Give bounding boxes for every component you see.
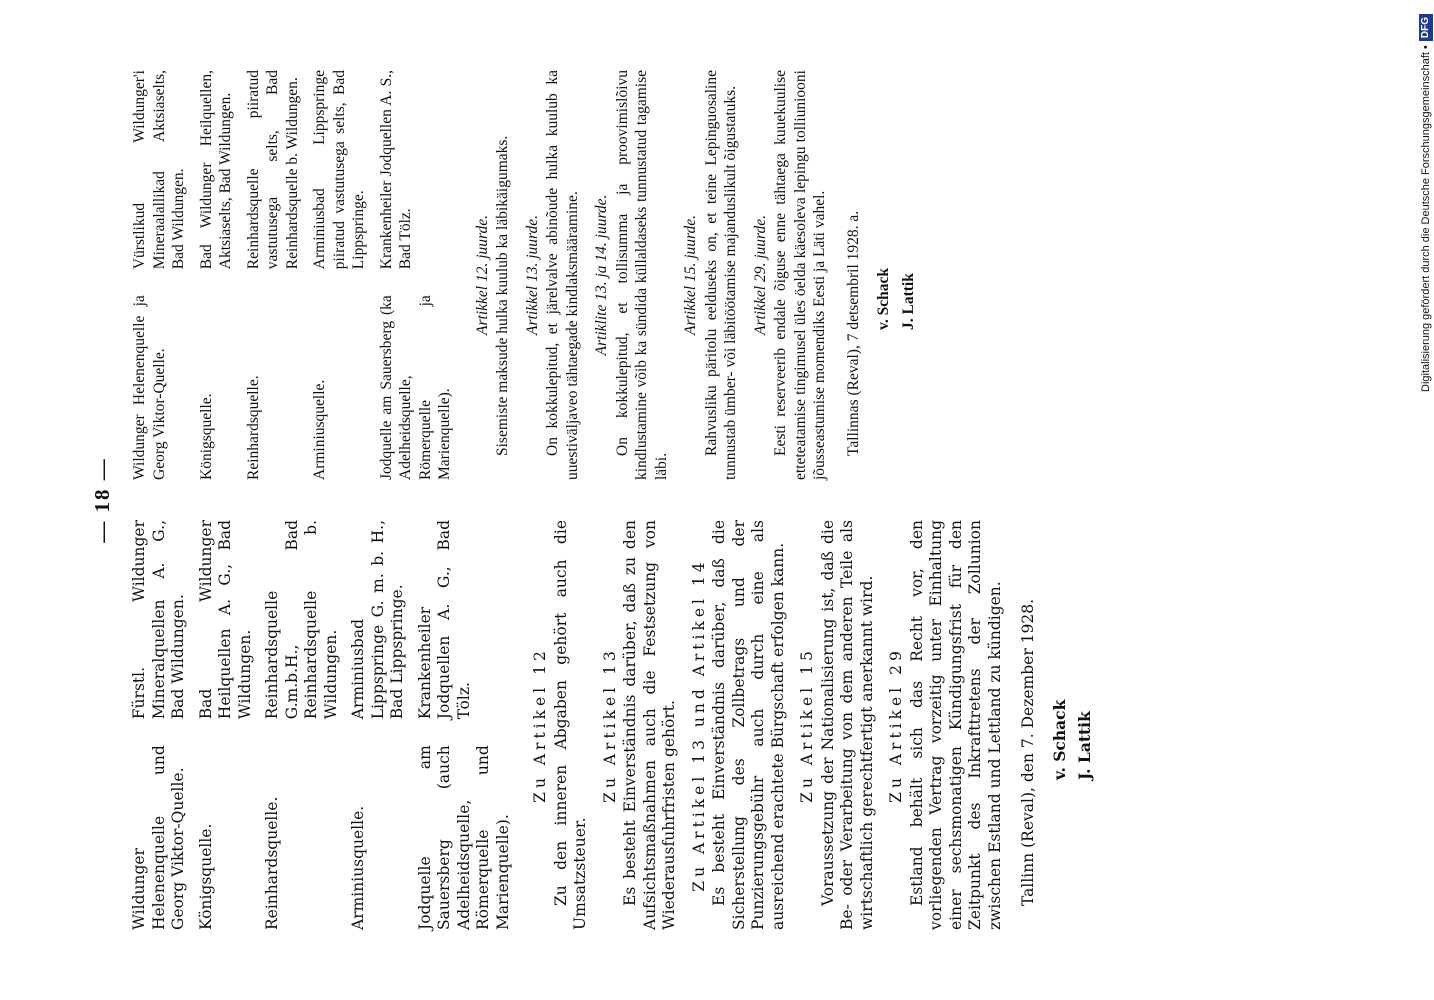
article-text: On kokkulepitud, et järelvalve abinõude hulka kuulub ka uuestiväljaveo tähtaegade kindlaksmääramine. <box>544 70 581 480</box>
german-article-13-14 <box>690 520 789 930</box>
article-heading: Artikkel 15. juurde. <box>682 215 699 335</box>
source-owner: Vürstlikud Wildunger'i Mineraalallikad Aktsiaselts, Bad Wildungen. <box>131 70 187 270</box>
german-article-15 <box>798 520 877 930</box>
estonian-article-13 <box>523 70 583 480</box>
table-row <box>310 70 377 480</box>
table-row <box>197 70 244 480</box>
article-text: Rahvusliku päritolu eelduseks on, et teine Lepinguosaline tunnustab ümber- või läbitöötamise majanduslikult õigustatuks. <box>702 70 739 480</box>
table-row <box>197 520 264 930</box>
table-row <box>263 520 349 930</box>
source-owner: Reinhardsquelle G.m.b.H., Bad Reinhardsquelle b. Wildungen. <box>263 520 340 720</box>
source-owner: Fürstl. Wildunger Mineralquellen A. G., Bad Wildungen. <box>130 520 187 720</box>
signature: J. Lattik <box>1074 711 1094 780</box>
signature: v. Schack <box>875 267 892 330</box>
signature: v. Schack <box>1049 699 1069 780</box>
source-name: Reinhardsquelle. <box>263 796 281 930</box>
source-name: Jodquelle am Sauersberg (auch Adelheidsquelle, Römerquelle und Marienquelle). <box>415 745 512 930</box>
source-owner: Arminiusbad Lippspringe G. m. b. H., Bad Lippspringe. <box>349 520 406 720</box>
article-heading: Zu Artikel 15 <box>798 647 816 803</box>
article-text: Sisemiste maksude hulka kuulub ka läbikäigumaks. <box>494 135 511 456</box>
source-name: Arminiusquelle. <box>349 805 367 930</box>
place-date: Tallinnas (Reval), 7 detsembril 1928. a. <box>844 210 862 456</box>
source-name: Reinhardsquelle. <box>244 375 262 480</box>
table-row <box>244 70 311 480</box>
page-number: — 18 — <box>90 457 114 543</box>
article-heading: Artikkel 13. juurde. <box>523 215 541 335</box>
article-text: Es besteht Einverständnis darüber, daß die Sicherstellung des Zollbetrags und der Punzierungsgebühr auch durch eine als ausreichend erachtete Bürgschaft erfolgen kann. <box>710 520 787 930</box>
source-owner: Krankenheiler Jodquellen A. S., Bad Tölz. <box>377 70 414 270</box>
article-heading: Zu Artikel 13 und Artikel 14 <box>689 558 708 892</box>
estonian-article-13-14 <box>592 70 671 480</box>
german-article-13 <box>601 520 680 930</box>
article-heading: Zu Artikel 29 <box>887 647 905 803</box>
signatures <box>1047 520 1097 780</box>
article-text: Es besteht Einverständnis darüber, daß zu den Aufsichtsmaßnahmen auch die Festsetzung von Wiederausfuhrfristen gehört. <box>621 520 678 930</box>
article-text: Voraussetzung der Nationalisierung ist, daß die Be- oder Verarbeitung von dem anderen Teile als wirtschaftlich gerechtfertigt anerkannt wird. <box>818 520 876 930</box>
source-owner: Bad Wildunger Heilquellen, Aktsiaselts, Bad Wildungen. <box>197 70 234 270</box>
estonian-article-29 <box>751 70 830 480</box>
article-heading: Artiklite 13. ja 14. juurde. <box>593 194 610 356</box>
estonian-article-15 <box>681 70 741 480</box>
article-heading: Artikkel 29. juurde. <box>751 215 769 335</box>
place-date: Tallinn (Reval), den 7. Dezember 1928. <box>1019 598 1037 906</box>
source-name: Jodquelle am Sauersberg (ka Adelheidsquelle, Römerquelle ja Marienquelle). <box>377 295 453 480</box>
table-row <box>416 520 522 930</box>
source-owner: Reinhardsquelle piiratud vastutusega selts, Bad Reinhardsquelle b. Wildungen. <box>244 70 301 270</box>
article-text: Estland behält sich das Recht vor, den vorliegenden Vertrag vorzeitig unter Einhaltung einer sechsmonatigen Kündigungsfrist für den Zeitpunkt des Inkrafttretens der Zollunion zwischen Estland und Lettland zu kündigen. <box>907 520 1004 930</box>
table-row <box>377 70 463 480</box>
article-text: Eesti reserveerib endale õiguse enne tähtaega kuuekuulise etteteatamise tingimusel üles öelda käesoleva lepingu tolliunioonі jõusseastumise momendiks Eesti ja Läti vahel. <box>772 70 828 480</box>
table-row <box>130 520 197 930</box>
digitization-text: Digitalisierung gefördert durch die Deutsche Forschungsgemeinschaft • <box>1420 45 1432 392</box>
source-name: Wildunger Helenenquelle und Georg Viktor-Quelle. <box>130 745 187 930</box>
german-article-12 <box>531 520 591 930</box>
source-name: Königsquelle. <box>196 823 215 930</box>
source-owner: Krankenheiler Jodquellen A. G., Bad Tölz. <box>415 520 473 720</box>
digitization-note <box>1418 12 1434 392</box>
source-name: Arminiusquelle. <box>311 379 328 480</box>
source-owner: Arminiusbad Lippspringe piiratud vastutusega selts, Bad Lippspringe. <box>311 70 367 270</box>
dfg-logo: DFG <box>1419 14 1433 41</box>
estonian-sources-table <box>130 70 463 480</box>
signature: J. Lattik <box>900 273 917 330</box>
estonian-article-12 <box>473 70 513 480</box>
estonian-column <box>130 70 921 480</box>
source-name: Wildunger Helenenquelle ja Georg Viktor-Quelle. <box>131 295 168 480</box>
table-row <box>349 520 416 930</box>
source-name: Königsquelle. <box>197 393 215 480</box>
source-owner: Bad Wildunger Heilquellen A. G., Bad Wildungen. <box>196 520 254 720</box>
article-heading: Zu Artikel 12 <box>531 647 549 803</box>
german-sources-table <box>130 520 521 930</box>
article-heading: Artikkel 12. juurde. <box>473 215 491 335</box>
article-text: On kokkulepitud, et tollisumma ja proovimislõivu kindlustamine võib ka sündida küllaldaseks tunnustatud tagamise läbi. <box>613 70 670 480</box>
article-heading: Zu Artikel 13 <box>600 647 619 803</box>
table-row <box>130 70 197 480</box>
german-column <box>130 520 1097 930</box>
rotated-sheet <box>90 70 1094 930</box>
german-article-29 <box>887 520 1005 930</box>
signatures <box>871 70 921 330</box>
article-text: Zu den inneren Abgaben gehört auch die Umsatzsteuer. <box>551 520 589 930</box>
